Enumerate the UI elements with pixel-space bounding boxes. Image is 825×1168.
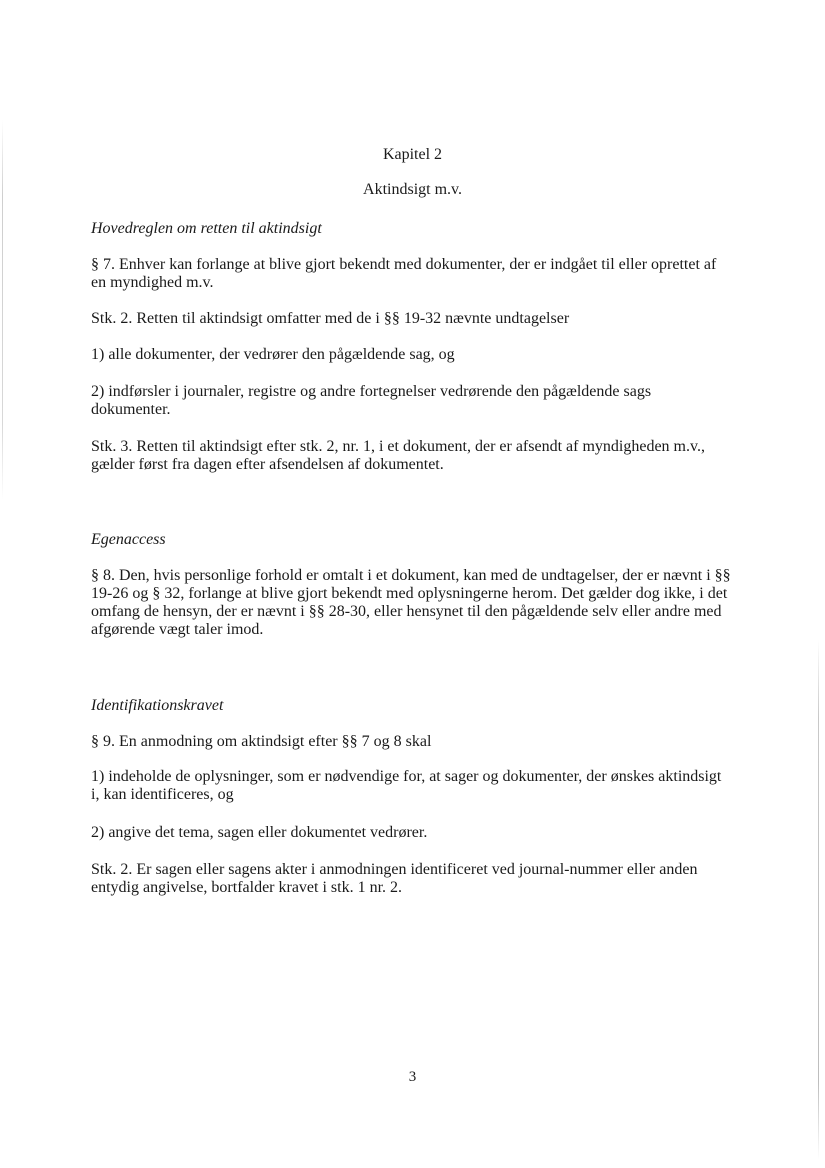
paragraph-9-item-2: 2) angive det tema, sagen eller dokumentet vedrører. (91, 824, 428, 841)
paragraph-9: § 9. En anmodning om aktindsigt efter §§ 7 og 8 skal (91, 733, 432, 750)
paragraph-7-stk-3: Stk. 3. Retten til aktindsigt efter stk. 2, nr. 1, i et dokument, der er afsendt af myndigheden m.v., gælder først fra dagen efter afsendelsen af dokumentet. (91, 438, 705, 473)
paragraph-8: § 8. Den, hvis personlige forhold er omtalt i et dokument, kan med de undtagelser, der er nævnt i §§ 19-26 og § 32, forlange at blive gjort bekendt med oplysningerne herom. Det gælder dog ikke, i det omfang de hensyn, der er nævnt i §§ 28-30, eller hensynet til den pågældende selv eller andre med afgørende vægt taler imod. (91, 567, 731, 638)
section-heading-identifikationskravet: Identifikationskravet (91, 697, 224, 714)
paragraph-7-item-2: 2) indførsler i journaler, registre og andre fortegnelser vedrørende den pågældende sags dokumenter. (91, 383, 652, 418)
paragraph-7-stk-2: Stk. 2. Retten til aktindsigt omfatter med de i §§ 19-32 nævnte undtagelser (91, 310, 570, 327)
paragraph-7-item-1: 1) alle dokumenter, der vedrører den pågældende sag, og (91, 346, 455, 363)
section-heading-egenaccess: Egenaccess (91, 531, 166, 548)
paragraph-9-item-1: 1) indeholde de oplysninger, som er nødvendige for, at sager og dokumenter, der ønskes aktindsigt i, kan identificeres, og (91, 768, 722, 803)
paragraph-9-stk-2: Stk. 2. Er sagen eller sagens akter i anmodningen identificeret ved journal-nummer eller anden entydig angivelse, bortfalder kravet i stk. 1 nr. 2. (91, 861, 698, 896)
scan-edge-left (2, 120, 3, 500)
page-number: 3 (408, 1069, 417, 1085)
paragraph-7: § 7. Enhver kan forlange at blive gjort bekendt med dokumenter, der er indgået til eller oprettet af en myndighed m.v. (91, 256, 717, 291)
section-heading-hovedreglen: Hovedreglen om retten til aktindsigt (91, 220, 322, 237)
chapter-title: Aktindsigt m.v. (363, 181, 462, 198)
chapter-number: Kapitel 2 (382, 146, 443, 163)
